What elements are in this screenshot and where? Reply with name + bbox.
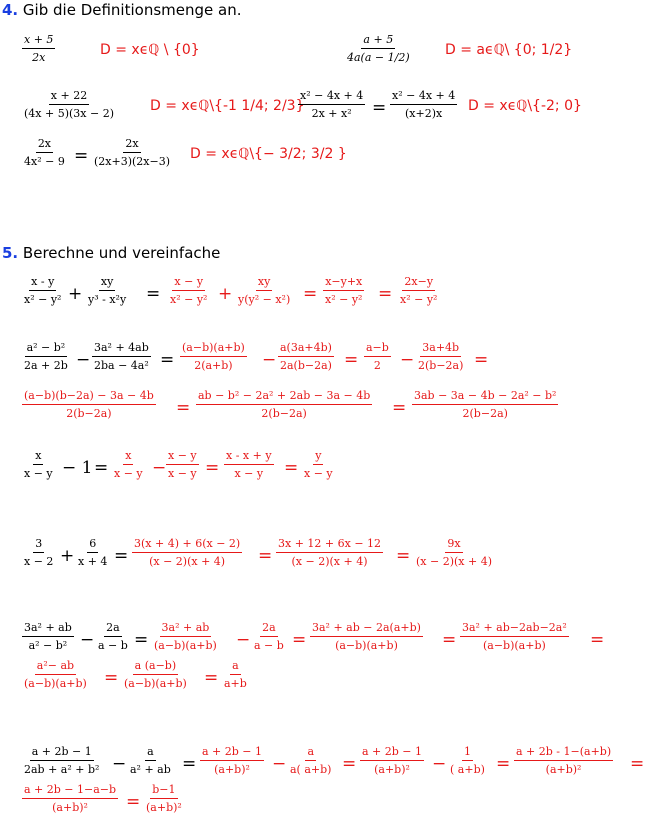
task4-number: 4. (2, 1, 19, 19)
r6-step-3: $\frac{a + 2b - 1}{\text{(a+b)²}}$ (362, 745, 423, 776)
equals-operator: = (160, 350, 175, 370)
minus-operator: − (112, 754, 127, 774)
plus-operator: + (60, 546, 75, 566)
equals-operator: = (114, 546, 129, 566)
r5-step-5: $\frac{\text{a²− ab}}{(a-b)(a+b)}$ (24, 659, 87, 690)
t4-equals-5: = (74, 146, 89, 166)
plus-operator: + (218, 284, 233, 304)
r2-step-4: $\frac{3a+4b}{2(b-2a)}$ (418, 341, 464, 372)
equals-operator: = (630, 754, 645, 774)
equals-operator: = (342, 754, 357, 774)
equals-operator: = (344, 350, 359, 370)
equals-operator: = (205, 458, 220, 478)
r5-term-2: $\frac{2a}{a - b}$ (98, 621, 128, 652)
r3-term-1: $\frac{x}{x - y}$ (24, 449, 53, 480)
t4-equals-4: = (372, 98, 387, 118)
r1-step-2: $\frac{xy}{\text{y(y² − x²)}}$ (238, 275, 291, 306)
equals-operator: = (94, 458, 109, 478)
r3-minus-one: − 1 (62, 458, 93, 478)
r3-step-2: $\frac{x - y}{x - y}$ (168, 449, 197, 480)
r2-step-6: $\frac{\text{ab − b² − 2a² + 2ab − 3a − 4b}}{2(b-2a)}$ (198, 389, 371, 420)
equals-operator: = (392, 398, 407, 418)
r3-step-4: $\frac{y}{x - y}$ (304, 449, 333, 480)
t4-fraction-4: $\frac{\text{x² − 4x + 4}}{\text{2x + x²}}$ (300, 89, 364, 120)
equals-operator: = (378, 284, 393, 304)
r2-step-3: $\frac{a-b}{2}$ (366, 341, 389, 372)
r2-term-1: $\frac{\text{a² − b²}}{2a + 2b}$ (24, 341, 68, 372)
equals-operator: = (134, 630, 149, 650)
equals-operator: = (292, 630, 307, 650)
r5-step-6: $\frac{a (a-b)}{(a-b)(a+b)}$ (124, 659, 187, 690)
r6-step-6: $\frac{a + 2b - 1-a-b}{\text{(a+b)²}}$ (24, 783, 117, 814)
t4-fraction-2: $\frac{a + 5}{4a(a - 1/2)}$ (347, 33, 410, 64)
r6-term-1: $\frac{a + 2b - 1}{\text{2ab + a² + b²}}$ (24, 745, 100, 776)
equals-operator: = (182, 754, 197, 774)
r6-step-7: $\frac{b-1}{\text{(a+b)²}}$ (146, 783, 182, 814)
r5-step-1: $\frac{\text{3a² + ab}}{(a-b)(a+b)}$ (154, 621, 217, 652)
r3-step-3: $\frac{x - x + y}{x - y}$ (226, 449, 272, 480)
r5-step-3: $\frac{\text{3a² + ab − 2a(a+b)}}{(a-b)(a+b)}$ (312, 621, 421, 652)
r5-step-7: $\frac{a}{a+b}$ (224, 659, 247, 690)
t4-answer-2: D = aϵℚ\ {0; 1/2} (445, 42, 573, 58)
r4-step-2: $\frac{3x + 12 + 6x - 12}{(x - 2)(x + 4)}$ (278, 537, 382, 568)
r4-term-1: $\frac{3}{x - 2}$ (24, 537, 54, 568)
t4-fraction-5b: $\frac{2x}{(2x+3)(2x-3)}$ (94, 137, 171, 168)
equals-operator: = (303, 284, 318, 304)
r1-step-1: $\frac{x - y}{\text{x² − y²}}$ (170, 275, 208, 306)
t4-fraction-4b: $\frac{\text{x² − 4x + 4}}{(x+2)x}$ (392, 89, 456, 120)
equals-operator: = (204, 668, 219, 688)
r6-step-5: $\frac{a + 2b - 1-(a+b)}{\text{(a+b)²}}$ (516, 745, 612, 776)
minus-operator: − (432, 754, 447, 774)
task4-title: Gib die Definitionsmenge an. (22, 1, 242, 19)
r5-term-1: $\frac{\text{3a² + ab}}{\text{a² − b²}}$ (24, 621, 72, 652)
minus-operator: − (236, 630, 251, 650)
r5-step-4: $\frac{\text{3a² + ab−2ab−2a²}}{(a-b)(a+b)}$ (462, 621, 567, 652)
r1-step-4: $\frac{2x-y}{\text{x² − y²}}$ (400, 275, 438, 306)
r2-step-2: $\frac{a(3a+4b)}{2a(b-2a)}$ (280, 341, 332, 372)
task5-number: 5. (2, 244, 19, 262)
task5-heading (2, 244, 220, 262)
equals-operator: = (590, 630, 605, 650)
t4-fraction-1: $\frac{x + 5}{2x}$ (24, 33, 54, 64)
r1-term-1: $\frac{x - y}{\text{x² − y²}}$ (24, 275, 62, 306)
task4-heading (2, 1, 241, 19)
equals-operator: = (258, 546, 273, 566)
r6-step-4: $\frac{1}{( a+b)}$ (450, 745, 485, 776)
minus-operator: − (262, 350, 277, 370)
equals-operator: = (176, 398, 191, 418)
r2-step-5: $\frac{(a-b)(b-2a) - 3a - 4b}{2(b-2a)}$ (24, 389, 154, 420)
equals-operator: = (496, 754, 511, 774)
t4-fraction-5: $\frac{2x}{\text{4x² − 9}}$ (24, 137, 65, 168)
task5-title: Berechne und vereinfache (22, 244, 221, 262)
r4-step-1: $\frac{3(x + 4) + 6(x - 2)}{(x - 2)(x + 4)}$ (134, 537, 241, 568)
t4-answer-3: D = xϵℚ\{-1 1/4; 2/3} (150, 98, 305, 114)
minus-operator: − (272, 754, 287, 774)
r3-step-1: $\frac{x}{x - y}$ (114, 449, 143, 480)
r2-term-2: $\frac{\text{3a² + 4ab}}{\text{2ba − 4a²}}$ (94, 341, 149, 372)
r4-term-2: $\frac{6}{x + 4}$ (78, 537, 108, 568)
equals-operator: = (146, 284, 161, 304)
r6-step-1: $\frac{a + 2b - 1}{\text{(a+b)²}}$ (202, 745, 263, 776)
t4-answer-5: D = xϵℚ\{− 3/2; 3/2 } (190, 146, 347, 162)
plus-operator: + (68, 284, 83, 304)
equals-operator: = (284, 458, 299, 478)
r6-term-2: $\frac{a}{\text{a² + ab}}$ (130, 745, 171, 776)
minus-operator: − (152, 458, 167, 478)
equals-operator: = (442, 630, 457, 650)
r2-step-1: $\frac{(a-b)(a+b)}{2(a+b)}$ (182, 341, 245, 372)
equals-operator: = (474, 350, 489, 370)
minus-operator: − (76, 350, 91, 370)
t4-answer-1: D = xϵℚ \ {0} (100, 42, 200, 58)
minus-operator: − (80, 630, 95, 650)
t4-answer-4: D = xϵℚ\{-2; 0} (468, 98, 582, 114)
r6-step-2: $\frac{a}{a( a+b)}$ (290, 745, 332, 776)
r1-step-3: $\frac{x-y+x}{\text{x² − y²}}$ (325, 275, 363, 306)
equals-operator: = (104, 668, 119, 688)
equals-operator: = (126, 792, 141, 812)
r5-step-2: $\frac{2a}{a - b}$ (254, 621, 284, 652)
r1-term-2: $\frac{xy}{\text{y³ - x²y}}$ (88, 275, 127, 306)
minus-operator: − (400, 350, 415, 370)
r4-step-3: $\frac{9x}{(x - 2)(x + 4)}$ (416, 537, 492, 568)
r2-step-7: $\frac{\text{3ab − 3a − 4b − 2a² − b²}}{2(b-2a)}$ (414, 389, 557, 420)
t4-fraction-3: $\frac{x + 22}{(4x + 5)(3x - 2)}$ (24, 89, 114, 120)
equals-operator: = (396, 546, 411, 566)
